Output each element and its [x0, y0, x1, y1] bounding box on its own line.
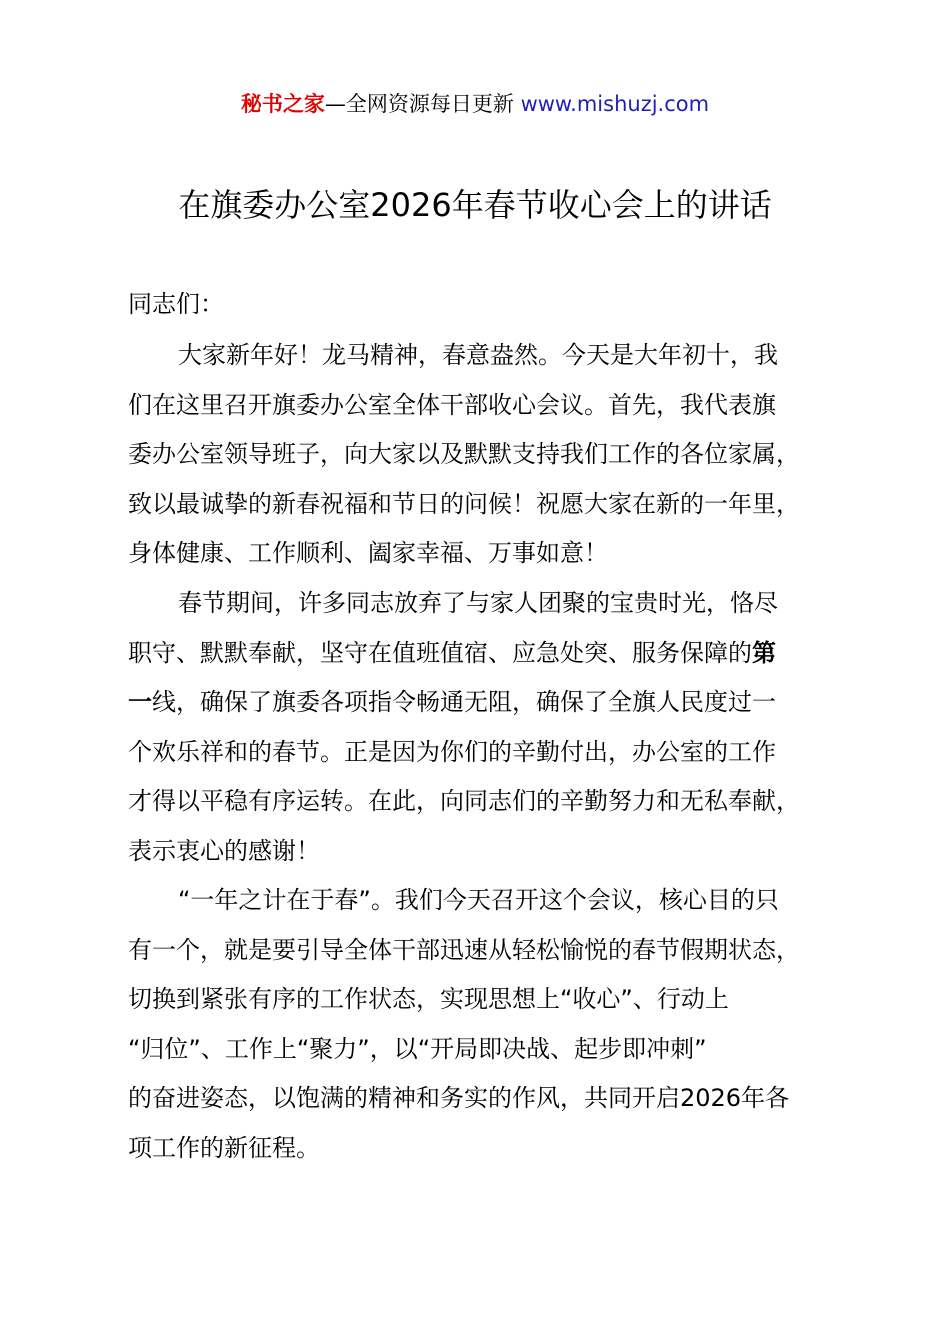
paragraph-line: 的奋进姿态，以饱满的精神和务实的作风，共同开启2026年各	[128, 1084, 790, 1112]
header-slogan: —全网资源每日更新	[324, 92, 521, 116]
paragraph-line: 委办公室领导班子，向大家以及默默支持我们工作的各位家属，	[128, 440, 800, 468]
paragraph-purpose	[128, 882, 868, 1179]
brand-name: 秘书之家	[240, 92, 325, 116]
site-header	[0, 88, 950, 120]
paragraph-line: 切换到紧张有序的工作状态，实现思想上“收心”、行动上	[128, 985, 729, 1013]
line-text: 线，确保了旗委各项指令畅通无阻，确保了全旗人民度过一	[152, 688, 776, 716]
paragraph-line: 有一个，就是要引导全体干部迅速从轻松愉悦的春节假期状态，	[128, 935, 800, 964]
document-title: 在旗委办公室2026年春节收心会上的讲话	[178, 186, 772, 224]
paragraph-line	[128, 684, 868, 734]
paragraph-line	[128, 635, 868, 685]
paragraph-line: “归位”、工作上“聚力”，以“开局即决战、起步即冲刺”	[128, 1034, 707, 1063]
salutation: 同志们：	[128, 290, 224, 318]
paragraph-line: 大家新年好！龙马精神，春意盎然。今天是大年初十，我	[178, 341, 778, 369]
paragraph-line: 才得以平稳有序运转。在此，向同志们的辛勤努力和无私奉献，	[128, 787, 800, 815]
paragraph-line: 春节期间，许多同志放弃了与家人团聚的宝贵时光，恪尽	[178, 589, 778, 617]
paragraph-line: 项工作的新征程。	[128, 1133, 320, 1162]
paragraph-line: 们在这里召开旗委办公室全体干部收心会议。首先，我代表旗	[128, 390, 776, 419]
paragraph-line: 致以最诚挚的新春祝福和节日的问候！祝愿大家在新的一年里，	[128, 489, 800, 518]
paragraph-line: 身体健康、工作顺利、阖家幸福、万事如意！	[128, 539, 608, 567]
site-url-link[interactable]: www.mishuzj.com	[520, 92, 710, 116]
paragraph-thanks	[128, 585, 868, 882]
paragraph-line: 表示衷心的感谢！	[128, 836, 320, 865]
paragraph-greeting	[128, 337, 868, 585]
line-text: 职守、默默奉献，坚守在值班值宿、应急处突、服务保障的	[128, 638, 752, 667]
paragraph-line: 个欢乐祥和的春节。正是因为你们的辛勤付出，办公室的工作	[128, 737, 776, 766]
bold-text: 第	[752, 638, 776, 667]
bold-text: 一	[128, 688, 152, 716]
paragraph-line: “一年之计在于春”。我们今天召开这个会议，核心目的只	[178, 886, 779, 914]
